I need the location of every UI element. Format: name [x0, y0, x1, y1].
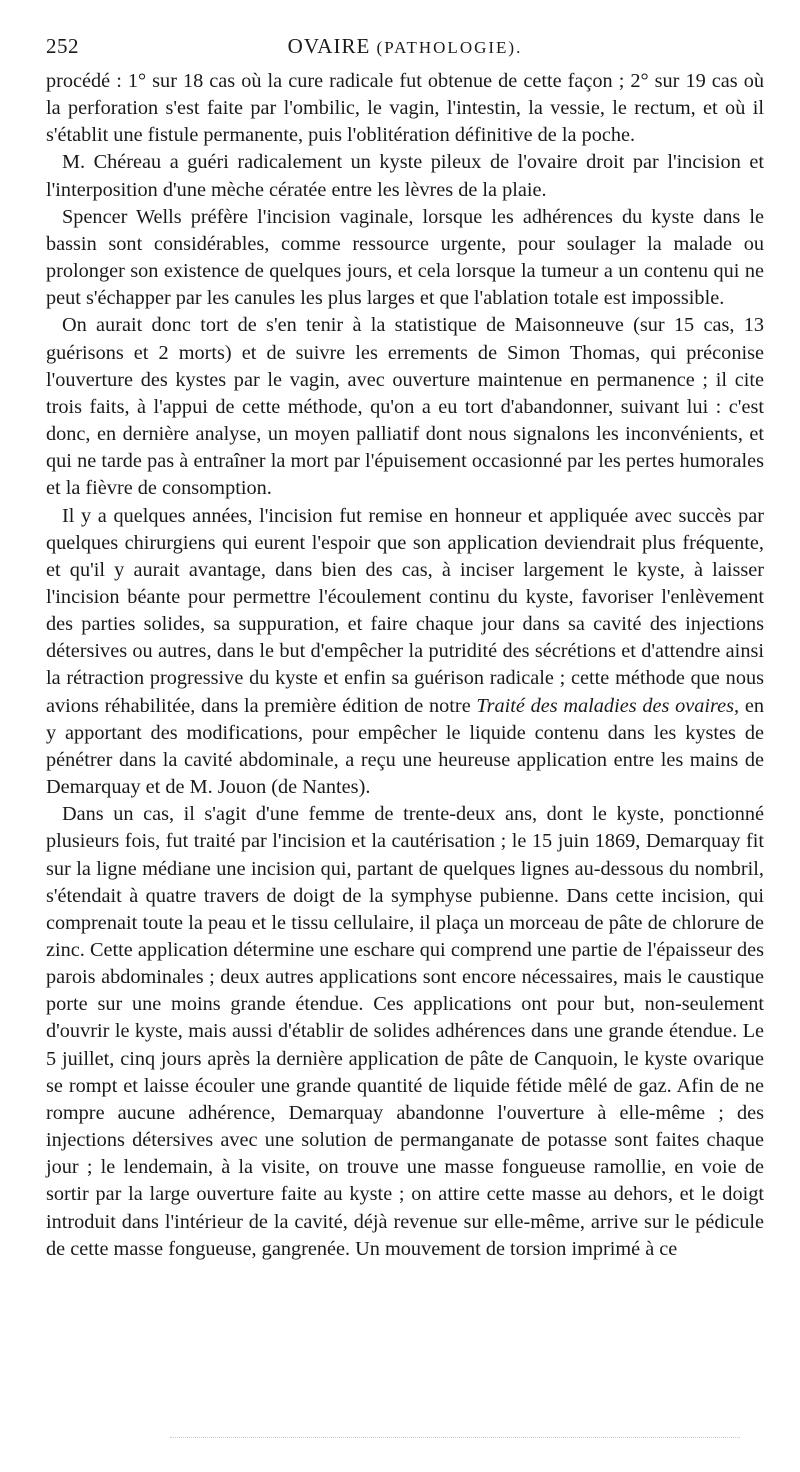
paragraph-spencer-wells: Spencer Wells préfère l'incision vaginale, lorsque les adhérences du kyste dans le bassin sont considérables, comme ressource urgente, pour soulager la malade ou prolonger son existence de quelques jours, et cela lorsque la tumeur a un contenu qui ne peut s'échapper par les canules les plus larges et que l'ablation totale est impossible. — [46, 205, 764, 310]
paragraph-chereau: M. Chéreau a guéri radicalement un kyste pileux de l'ovaire droit par l'incision et l'interposition d'une mèche cératée entre les lèvres de la plaie. — [46, 151, 764, 201]
book-title-citation: Traité des maladies des ovaires — [476, 694, 735, 717]
body-text — [46, 68, 764, 1263]
running-header — [46, 34, 764, 68]
running-title-subtitle: (PATHOLOGIE). — [376, 38, 523, 57]
running-title-main: OVAIRE — [287, 34, 371, 58]
paragraph-case-report: Dans un cas, il s'agit d'une femme de trente-deux ans, dont le kyste, ponctionné plusieurs fois, fut traité par l'incision et la cautérisation ; le 15 juin 1869, Demarquay fit sur la ligne médiane une incision qui, partant de quelques lignes au-dessous du nombril, s'étendait à quatre travers de doigt de la symphyse pubienne. Dans cette incision, qui comprenait toute la peau et le tissu cellulaire, il plaça un morceau de pâte de chlorure de zinc. Cette application détermine une eschare qui comprend une partie de l'épaisseur des parois abdominales ; deux autres applications sont encore nécessaires, mais le caustique porte sur une moins grande étendue. Ces applications ont pour but, non-seulement d'ouvrir le kyste, mais aussi d'établir de solides adhérences dans une grande étendue. Le 5 juillet, cinq jours après la dernière application de pâte de Canquoin, le kyste ovarique se rompt et laisse écouler une grande quantité de liquide fétide mêlé de gaz. Afin de ne rompre aucune adhérence, Demarquay abandonne l'ouverture à elle-même ; des injections détersives avec une solution de permanganate de potasse sont faites chaque jour ; le lendemain, à la visite, on trouve une masse fongueuse ramollie, en voie de sortir par la large ouverture faite au kyste ; on attire cette masse au dehors, et le doigt introduit dans l'intérieur de la cavité, déjà revenue sur elle-même, arrive sur le pédicule de cette masse fongueuse, gangrenée. Un mouvement de torsion imprimé à ce — [46, 803, 764, 1260]
paragraph-continuation: procédé : 1° sur 18 cas où la cure radicale fut obtenue de cette façon ; 2° sur 19 cas où la perforation s'est faite par l'ombilic, le vagin, l'intestin, la vessie, le rectum, et où il s'établit une fistule permanente, puis l'oblitération définitive de la poche. — [46, 70, 764, 147]
paragraph-incision-text-after: , en y apportant des modifications, pour empêcher le liquide contenu dans les kystes de pénétrer dans la cavité abdominale, a reçu une heureuse application entre les mains de Demarquay et de M. Jouon (de Nantes). — [46, 694, 764, 799]
paragraph-incision-text-before: Il y a quelques années, l'incision fut remise en honneur et appliquée avec succès par quelques chirurgiens qui eurent l'espoir que son application deviendrait plus fréquente, et qu'il y aurait avantage, dans bien des cas, à inciser largement le kyste, à laisser l'incision béante pour permettre l'écoulement continu du kyste, favoriser l'enlèvement des parties solides, sa suppuration, et faire chaque jour dans sa cavité des injections détersives ou autres, dans le but d'empêcher la putridité des sécrétions et d'attendre ainsi la rétraction progressive du kyste et enfin sa guérison radicale ; cette méthode que nous avions réhabilitée, dans la première édition de notre — [46, 504, 764, 717]
paragraph-maisonneuve: On aurait donc tort de s'en tenir à la statistique de Maisonneuve (sur 15 cas, 13 guérisons et 2 morts) et de suivre les errements de Simon Thomas, qui préconise l'ouverture des kystes par le vagin, avec ouverture maintenue en permanence ; il cite trois faits, à l'appui de cette méthode, qu'on a eu tort d'abandonner, suivant lui : c'est donc, en dernière analyse, un moyen palliatif dont nous signalons les inconvénients, et qui ne tarde pas à entraîner la mort par l'épuisement occasionné par les pertes humorales et la fièvre de consomption. — [46, 314, 764, 500]
paragraph-incision-history — [46, 503, 764, 802]
footer-divider — [170, 1437, 740, 1438]
running-title — [106, 34, 764, 59]
page-number: 252 — [46, 34, 79, 58]
